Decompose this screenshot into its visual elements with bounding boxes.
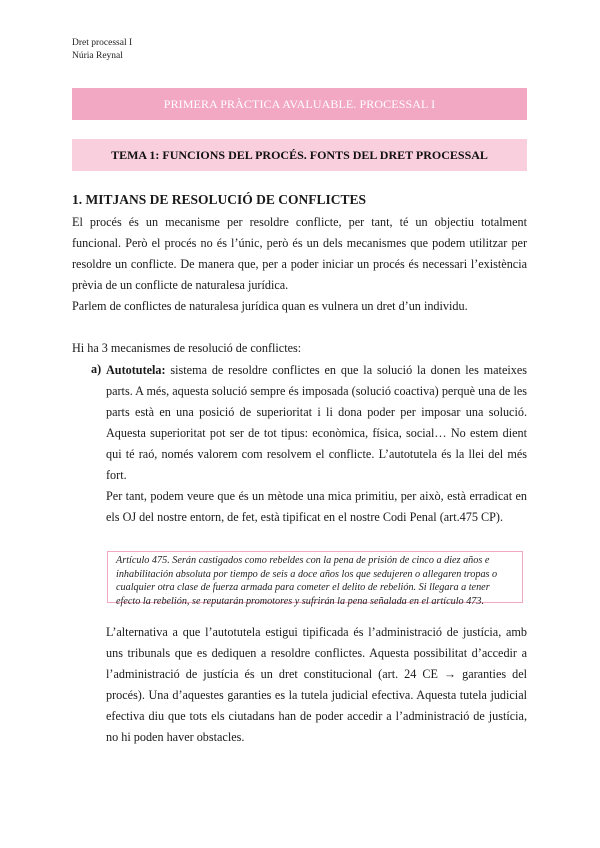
paragraph-mechanisms: Hi ha 3 mecanismes de resolució de conflictes: — [72, 341, 302, 355]
header-author: Núria Reynal — [72, 51, 123, 61]
paragraph-definition: Parlem de conflictes de naturalesa jurídica quan es vulnera un dret d’un individu. — [72, 299, 468, 313]
penal-code-quote: Artículo 475. Serán castigados como rebeldes con la pena de prisión de cinco a diez años e inhabilitación absoluta por tiempo de seis a doce años los que sedujeren o allegaren tropas o cualquier otra clase de fuerza armada para cometer el delito de rebelión. Si llegara a tener efecto la rebelión, se reputarán promotores y sufrirán la pena señalada en el artículo 473. — [107, 551, 523, 603]
practice-title-banner: PRIMERA PRÀCTICA AVALUABLE. PROCESSAL I — [72, 88, 527, 120]
list-marker-a: a) — [91, 362, 102, 376]
list-item-autotutela-continued: Per tant, podem veure que és un mètode una mica primitiu, per això, està erradicat en els OJ del nostre entorn, de fet, està tipificat en el nostre Codi Penal (art.475 CP). — [106, 489, 527, 524]
section-heading: 1. MITJANS DE RESOLUCIÓ DE CONFLICTES — [72, 192, 367, 207]
paragraph-intro: El procés és un mecanisme per resoldre conflicte, per tant, té un objectiu totalment funcional. Però el procés no és l’únic, però és un dels mecanismes que podem utilitzar per resoldre un conflicte. De manera que, per a poder iniciar un procés és necessari l’existència prèvia de un conflicte de naturalesa jurídica. — [72, 215, 527, 292]
paragraph-alternative: L’alternativa a que l’autotutela estigui tipificada és l’administració de justícia, amb uns tribunals que es dediquen a resoldre conflictes. Aquesta possibilitat d’accedir a l’administració de justícia és un dret constitucional (art. 24 CE → garanties del procés). Una d’aquestes garanties es la tutela judicial efectiva. Aquesta tutela judicial efectiva diu que tots els ciutadans han de poder accedir a l’administració de justícia, no hi poden haver obstacles. — [106, 625, 527, 744]
autotutela-description: sistema de resoldre conflictes en que la solució la donen les mateixes parts. A més, aquesta solució sempre és imposada (solució coactiva) perquè una de les parts està en una posició de superioritat i li dona poder per imposar una solució. Aquesta superioritat pot ser de tot tipus: econòmica, física, social… No estem dient qui té raó, només valorem com resolvem el conflicte. L’autotutela és la llei del més fort. — [106, 363, 527, 482]
page-header — [72, 37, 132, 63]
header-course: Dret processal I — [72, 38, 133, 48]
term-autotutela: Autotutela: — [106, 363, 166, 377]
list-item-autotutela — [106, 360, 527, 486]
topic-title-banner: TEMA 1: FUNCIONS DEL PROCÉS. FONTS DEL DRET PROCESSAL — [72, 139, 527, 171]
